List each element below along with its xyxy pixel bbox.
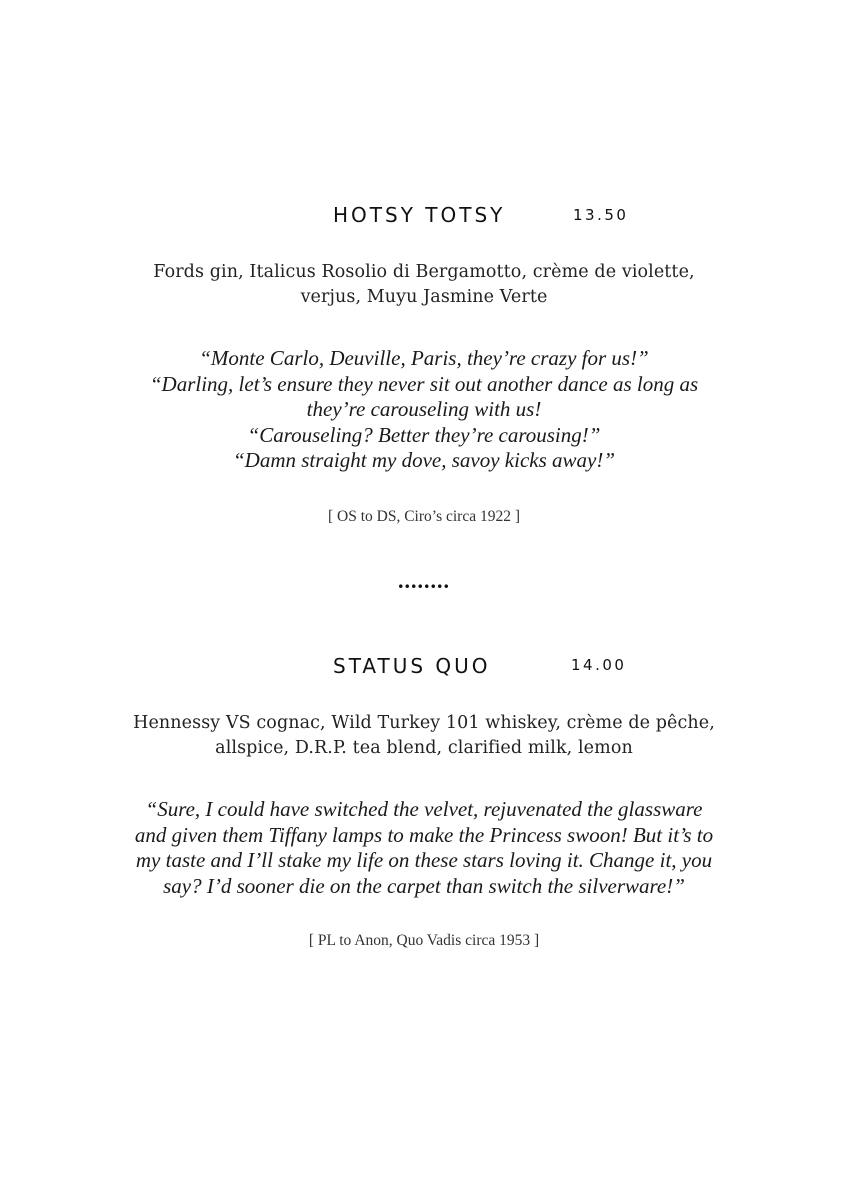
quote-line: and given them Tiffany lamps to make the Princess swoon! But it’s to	[134, 822, 714, 847]
drink-name: STATUS QUO	[333, 654, 491, 678]
ingredients-line: verjus, Muyu Jasmine Verte	[300, 287, 548, 307]
quote-line: “Sure, I could have switched the velvet, rejuvenated the glassware	[145, 797, 703, 821]
drink-quote	[0, 797, 848, 899]
drink-name: HOTSY TOTSY	[333, 203, 506, 227]
drink-ingredients	[0, 260, 848, 310]
drink-ingredients	[0, 711, 848, 761]
drink-title-row	[0, 654, 848, 684]
quote-line: they’re carouseling with us!	[306, 397, 542, 421]
ingredients-line: Hennessy VS cognac, Wild Turkey 101 whiskey, crème de pêche,	[133, 713, 715, 733]
quote-line: “Monte Carlo, Deuville, Paris, they’re crazy for us!”	[199, 346, 649, 370]
ingredients-line: allspice, D.R.P. tea blend, clarified milk, lemon	[215, 738, 633, 758]
drink-price: 13.50	[573, 206, 629, 224]
quote-line: “Carouseling? Better they’re carousing!”	[247, 422, 601, 447]
drink-title-row	[0, 203, 848, 233]
quote-line: my taste and I’ll stake my life on these stars loving it. Change it, you	[135, 848, 713, 872]
drink-price: 14.00	[571, 656, 627, 674]
quote-line: say? I’d sooner die on the carpet than switch the silverware!”	[163, 873, 685, 898]
drink-attribution: [ PL to Anon, Quo Vadis circa 1953 ]	[308, 932, 540, 949]
quote-line: “Damn straight my dove, savoy kicks away!”	[232, 448, 616, 472]
quote-line: “Darling, let’s ensure they never sit out another dance as long as	[149, 371, 699, 396]
drink-quote	[0, 346, 848, 474]
drink-attribution: [ OS to DS, Ciro’s circa 1922 ]	[327, 508, 520, 525]
section-divider: ........	[398, 568, 450, 593]
ingredients-line: Fords gin, Italicus Rosolio di Bergamotto, crème de violette,	[153, 262, 695, 282]
